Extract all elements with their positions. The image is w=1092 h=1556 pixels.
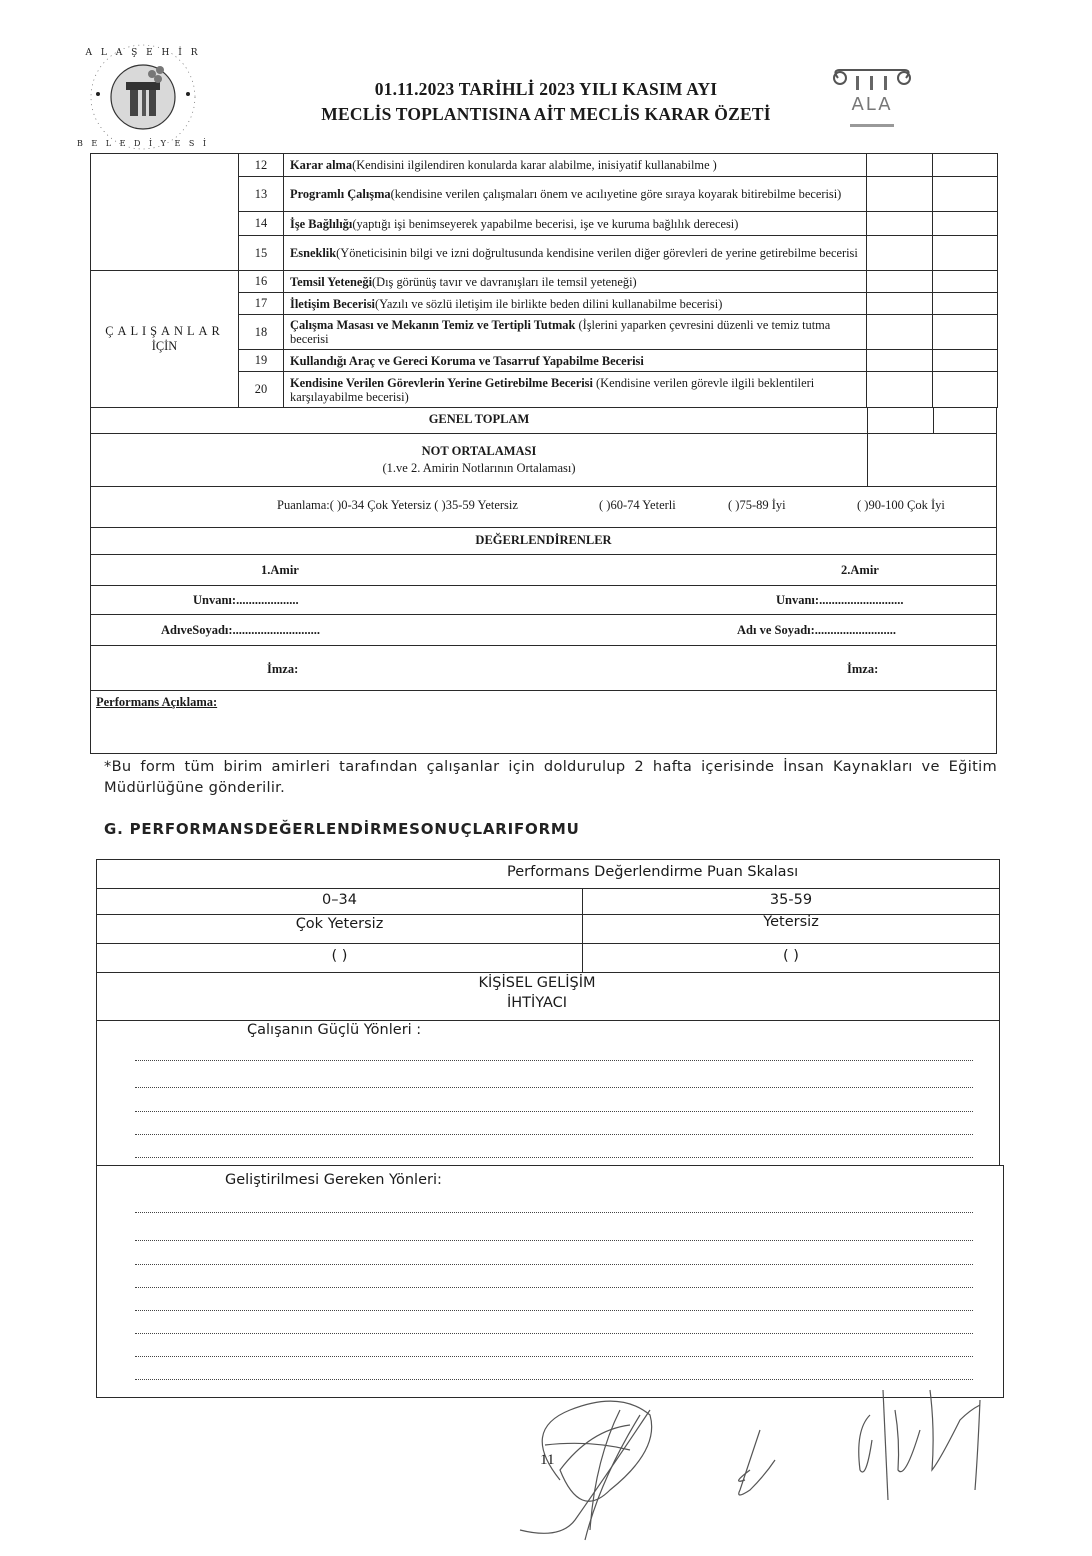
score-cell-2[interactable] [933,372,998,408]
score-cell-1[interactable] [867,236,933,271]
criterion-number: 12 [239,154,284,177]
criterion-number: 13 [239,177,284,212]
personal-development-line1: KİŞİSEL GELİŞİM [478,975,596,991]
criterion-number: 14 [239,212,284,236]
criterion-number: 19 [239,350,284,372]
signature-field-right[interactable]: İmza: [847,662,879,676]
document-title-line1: 01.11.2023 TARİHLİ 2023 YILI KASIM AYI [374,79,718,99]
personal-development-line2: İHTİYACI [506,995,568,1011]
score-cell-2[interactable] [933,236,998,271]
criterion-number: 20 [239,372,284,408]
document-title-line2: MECLİS TOPLANTISINA AİT MECLİS KARAR ÖZETİ [321,104,771,124]
score-cell-1[interactable] [867,293,933,315]
criterion-number: 18 [239,315,284,350]
score-cell-2[interactable] [933,154,998,177]
score-cell-2[interactable] [933,271,998,293]
title-field-left[interactable]: Unvanı:.................... [193,593,299,607]
criterion-text: Çalışma Masası ve Mekanın Temiz ve Tertipli Tutmak (İşlerini yaparken çevresini düzenli ve temiz tutma becerisi [284,315,867,350]
improvement-line[interactable] [135,1356,973,1357]
form-instruction-note: *Bu form tüm birim amirleri tarafından çalışanlar için doldurulup 2 hafta içerisinde İnsan Kaynakları ve Eğitim Müdürlüğüne gönderilir. [104,758,997,796]
svg-text:A L A Ş E H İ R: A L A Ş E H İ R [85,48,201,58]
score-cell-1[interactable] [867,350,933,372]
criterion-number: 15 [239,236,284,271]
score-cell-1[interactable] [867,372,933,408]
checkbox-very-poor[interactable]: ( ) [331,948,348,964]
name-field-left[interactable]: AdıveSoyadı:............................ [161,623,321,637]
score-cell-1[interactable] [867,212,933,236]
criteria-table [90,153,998,408]
strengths-line[interactable] [135,1157,973,1158]
svg-text:ALA: ALA [851,94,893,115]
first-supervisor-label: 1.Amir [261,563,299,577]
criterion-text: Karar alma(Kendisini ilgilendiren konularda karar alabilme, inisiyatif kullanabilme ) [284,154,867,177]
page-number: 11 [540,1452,555,1468]
score-cell-2[interactable] [933,293,998,315]
strengths-line[interactable] [135,1087,973,1088]
scoring-option-3: ( )75-89 İyi [728,498,786,512]
signature-scribbles [500,1370,1020,1550]
scoring-option-4: ( )90-100 Çok İyi [857,498,945,512]
improvement-line[interactable] [135,1240,973,1241]
signature-field-left[interactable]: İmza: [267,662,299,676]
criterion-number: 17 [239,293,284,315]
improvement-line[interactable] [135,1212,973,1213]
section-g-heading: G. PERFORMANSDEĞERLENDİRMESONUÇLARIFORMU [104,820,580,838]
strengths-line[interactable] [135,1060,973,1061]
second-supervisor-label: 2.Amir [841,563,879,577]
range-poor: 35-59 [769,892,813,908]
score-cell-1[interactable] [867,315,933,350]
performance-explanation-label: Performans Açıklama: [96,695,218,709]
average-note: (1.ve 2. Amirin Notlarının Ortalaması) [382,461,576,475]
improvement-line[interactable] [135,1264,973,1265]
scale-title: Performans Değerlendirme Puan Skalası [507,864,799,880]
score-cell-2[interactable] [933,315,998,350]
criterion-text: Temsil Yeteneği(Dış görünüş tavır ve davranışları ile temsil yeteneği) [284,271,867,293]
checkbox-poor[interactable]: ( ) [783,948,799,964]
label-poor: Yetersiz [763,914,819,930]
score-cell-2[interactable] [933,177,998,212]
range-very-poor: 0–34 [322,892,357,908]
strengths-label: Çalışanın Güçlü Yönleri : [247,1022,422,1038]
score-cell-1[interactable] [867,271,933,293]
name-field-right[interactable]: Adı ve Soyadı:.......................... [737,623,897,637]
category-cell-previous [91,154,239,271]
scoring-option-2: ( )60-74 Yeterli [599,498,676,512]
improvement-line[interactable] [135,1333,973,1334]
svg-text:B E L E D İ Y E S İ: B E L E D İ Y E S İ [76,139,210,148]
improvements-label: Geliştirilmesi Gereken Yönleri: [225,1172,442,1188]
average-label: NOT ORTALAMASI [421,444,537,458]
score-cell-2[interactable] [933,212,998,236]
label-very-poor: Çok Yetersiz [295,916,384,932]
strengths-line[interactable] [135,1111,973,1112]
criterion-text: Esneklik(Yöneticisinin bilgi ve izni doğrultusunda kendisine verilen diğer görevleri de yerine getirebilme becerisi [284,236,867,271]
criterion-text: Kullandığı Araç ve Gereci Koruma ve Tasarruf Yapabilme Becerisi [284,350,867,372]
strengths-line[interactable] [135,1134,973,1135]
criterion-text: İletişim Becerisi(Yazılı ve sözlü iletişim ile birlikte beden dilini kullanabilme becerisi) [284,293,867,315]
score-cell-1[interactable] [867,177,933,212]
category-cell-employees: ÇALIŞANLAR İÇİN [91,271,239,408]
criterion-text: Kendisine Verilen Görevlerin Yerine Getirebilme Becerisi (Kendisine verilen görevle ilgili beklentileri karşılayabilme becerisi) [284,372,867,408]
scoring-option-1: Puanlama:( )0-34 Çok Yetersiz ( )35-59 Yetersiz [277,498,518,512]
grand-total-label: GENEL TOPLAM [428,412,530,426]
score-cell-2[interactable] [933,350,998,372]
title-field-right[interactable]: Unvanı:........................... [776,593,904,607]
criterion-text: İşe Bağlılığı(yaptığı işi benimseyerek yapabilme becerisi, işe ve kuruma bağlılık derecesi) [284,212,867,236]
improvement-line[interactable] [135,1287,973,1288]
evaluators-label: DEĞERLENDİRENLER [475,533,612,547]
improvement-line[interactable] [135,1310,973,1311]
criterion-number: 16 [239,271,284,293]
criterion-text: Programlı Çalışma(kendisine verilen çalışmaları önem ve acılıyetine göre sıraya koyarak bitirebilme becerisi) [284,177,867,212]
score-cell-1[interactable] [867,154,933,177]
